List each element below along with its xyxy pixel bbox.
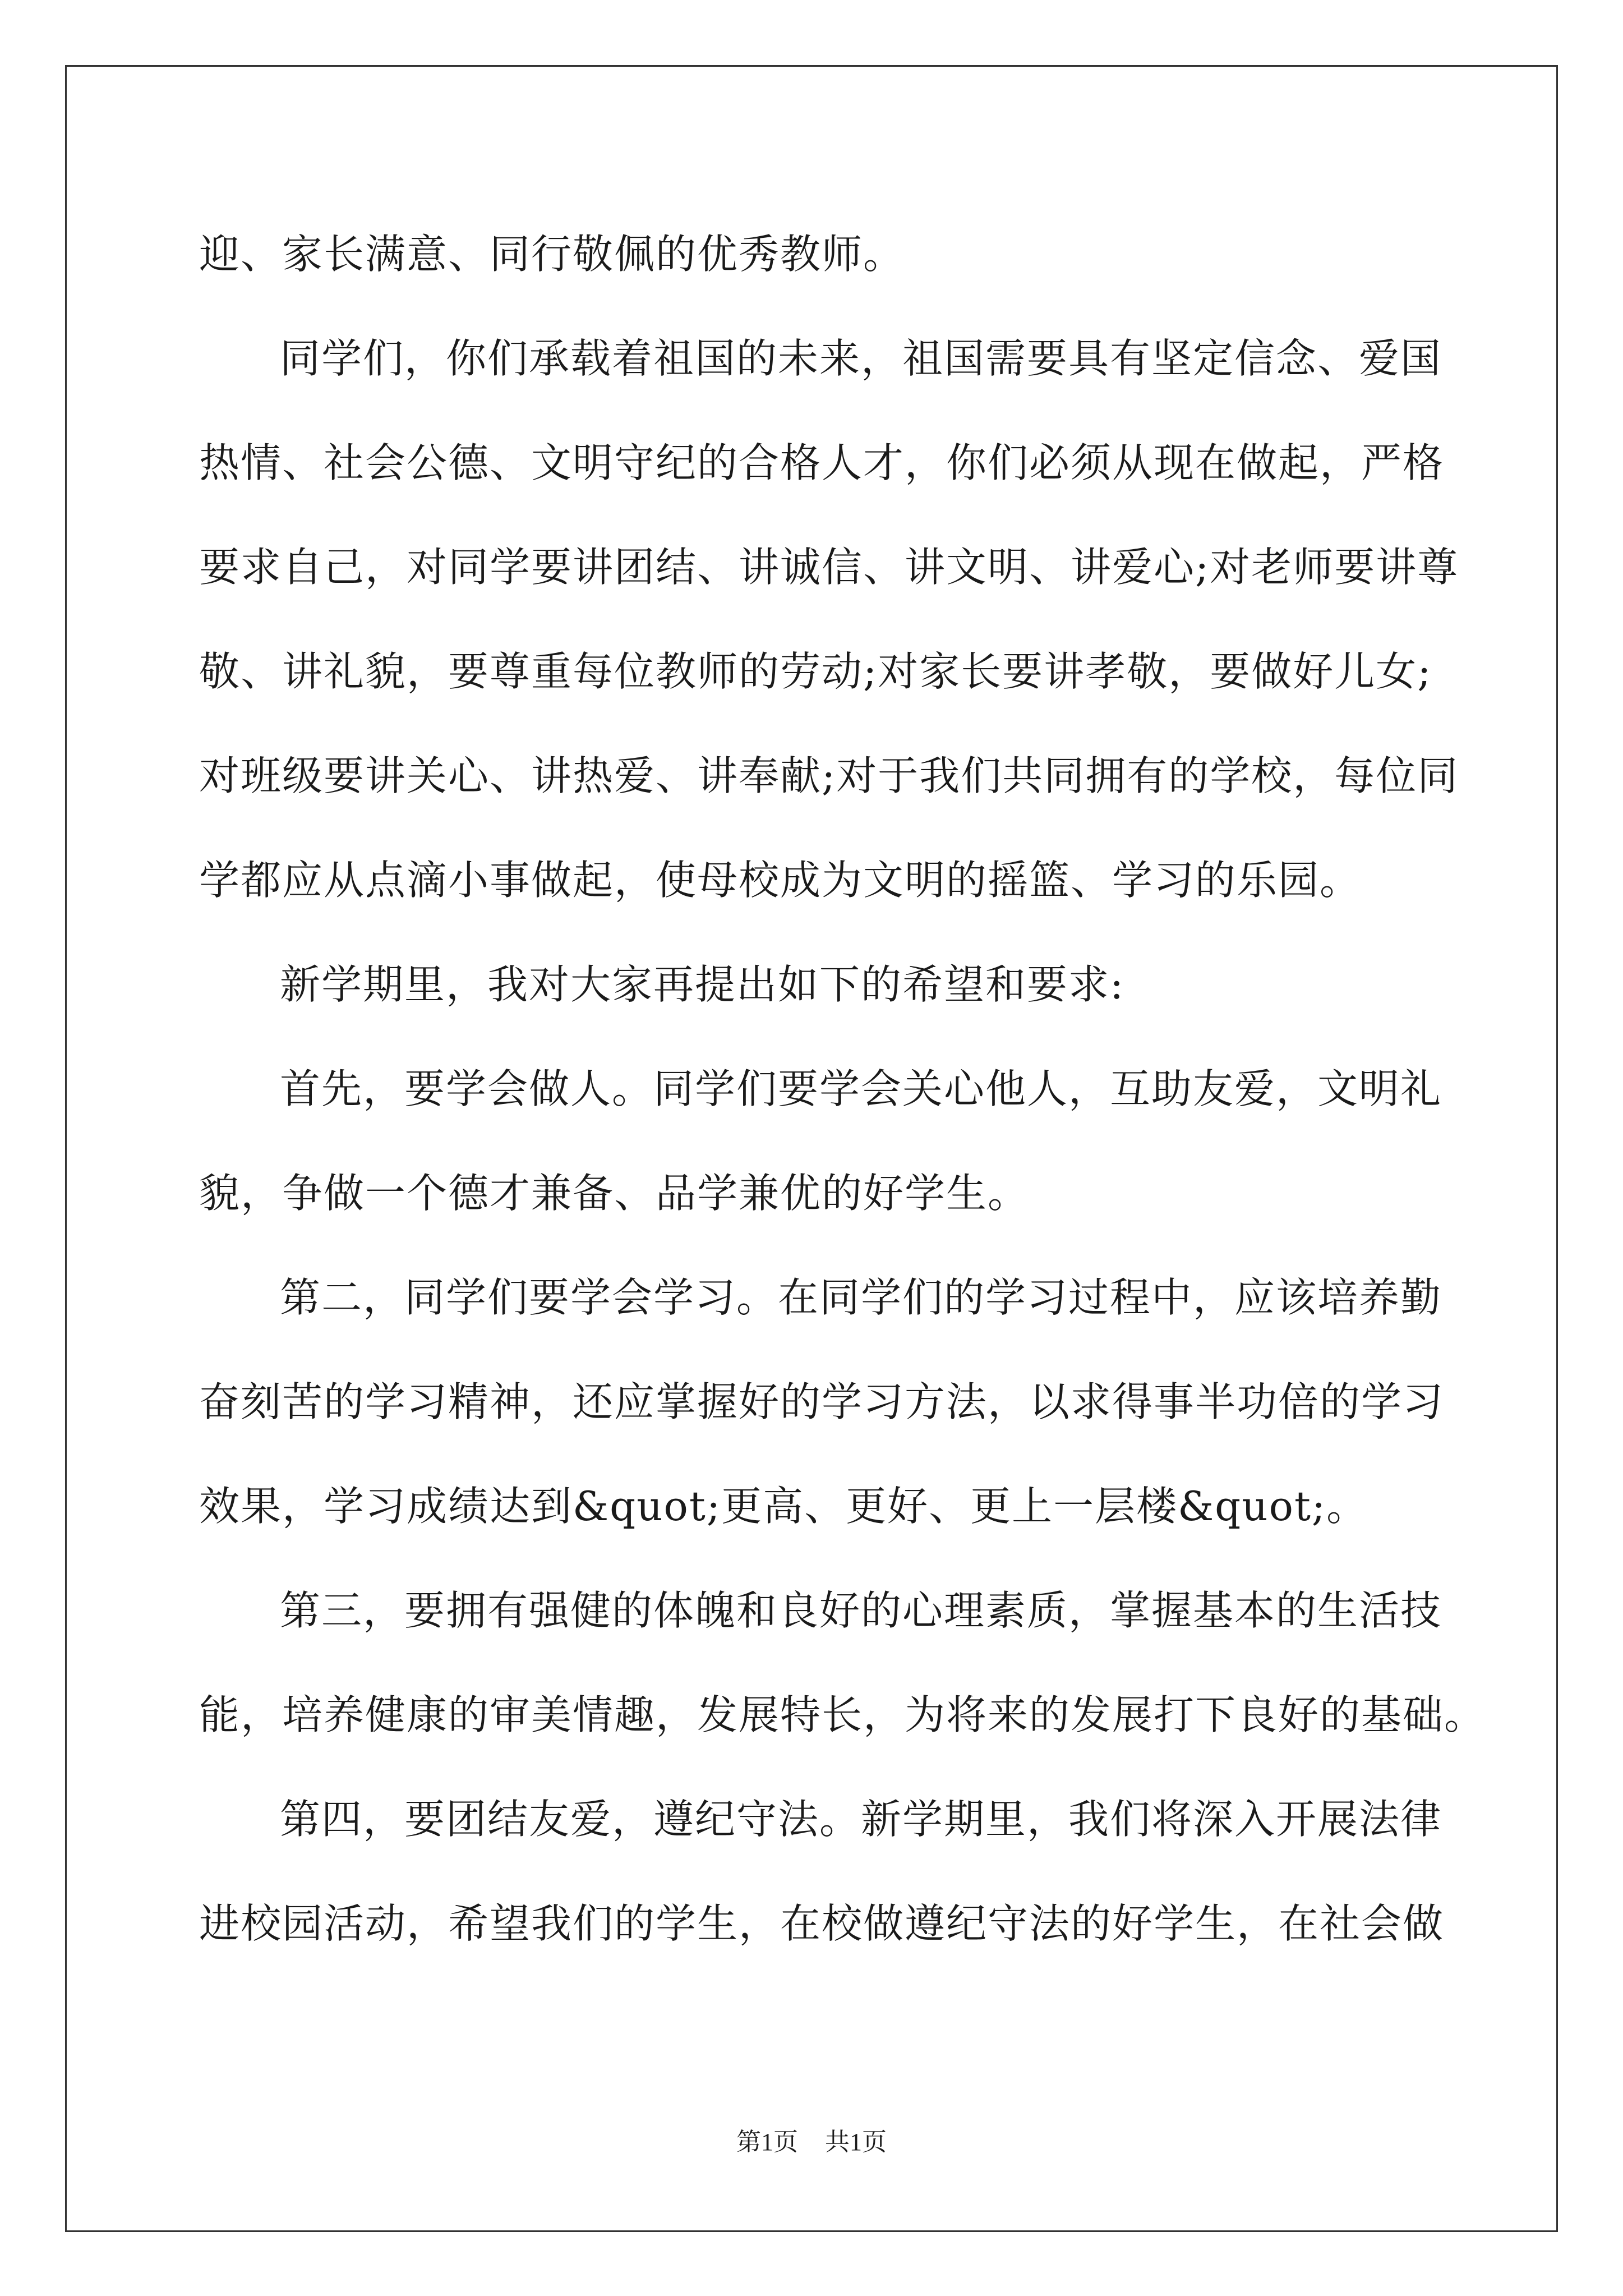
text-line-8: 新学期里，我对大家再提出如下的希望和要求: bbox=[280, 961, 1125, 1008]
text-line-11: 第二，同学们要学会学习。在同学们的学习过程中，应该培养勤 bbox=[280, 1274, 1442, 1321]
document-body bbox=[199, 202, 1486, 1976]
page-number-total: 共1页 bbox=[825, 2128, 887, 2156]
text-line-10: 貌，争做一个德才兼备、品学兼优的好学生。 bbox=[199, 1170, 1030, 1217]
text-line-5: 敬、讲礼貌，要尊重每位教师的劳动;对家长要讲孝敬，要做好儿女; bbox=[199, 648, 1432, 695]
text-line-4: 要求自己，对同学要讲团结、讲诚信、讲文明、讲爱心;对老师要讲尊 bbox=[199, 544, 1459, 591]
text-line-14: 第三，要拥有强健的体魄和良好的心理素质，掌握基本的生活技 bbox=[280, 1587, 1442, 1634]
text-line-3: 热情、社会公德、文明守纪的合格人才，你们必须从现在做起，严格 bbox=[199, 439, 1445, 486]
page-footer bbox=[0, 2122, 1623, 2157]
text-line-12: 奋刻苦的学习精神，还应掌握好的学习方法，以求得事半功倍的学习 bbox=[199, 1378, 1445, 1425]
text-line-9: 首先，要学会做人。同学们要学会关心他人，互助友爱，文明礼 bbox=[280, 1065, 1442, 1112]
text-line-15: 能，培养健康的审美情趣，发展特长，为将来的发展打下良好的基础。 bbox=[199, 1691, 1486, 1738]
text-line-17: 进校园活动，希望我们的学生，在校做遵纪守法的好学生，在社会做 bbox=[199, 1900, 1445, 1947]
text-line-13: 效果，学习成绩达到&quot;更高、更好、更上一层楼&quot;。 bbox=[199, 1483, 1368, 1530]
text-line-1: 迎、家长满意、同行敬佩的优秀教师。 bbox=[199, 231, 905, 278]
text-line-16: 第四，要团结友爱，遵纪守法。新学期里，我们将深入开展法律 bbox=[280, 1796, 1442, 1843]
text-line-6: 对班级要讲关心、讲热爱、讲奉献;对于我们共同拥有的学校，每位同 bbox=[199, 752, 1459, 799]
page-number-current: 第1页 bbox=[736, 2128, 798, 2156]
text-line-7: 学都应从点滴小事做起，使母校成为文明的摇篮、学习的乐园。 bbox=[199, 857, 1362, 904]
text-line-2: 同学们，你们承载着祖国的未来，祖国需要具有坚定信念、爱国 bbox=[280, 335, 1442, 382]
